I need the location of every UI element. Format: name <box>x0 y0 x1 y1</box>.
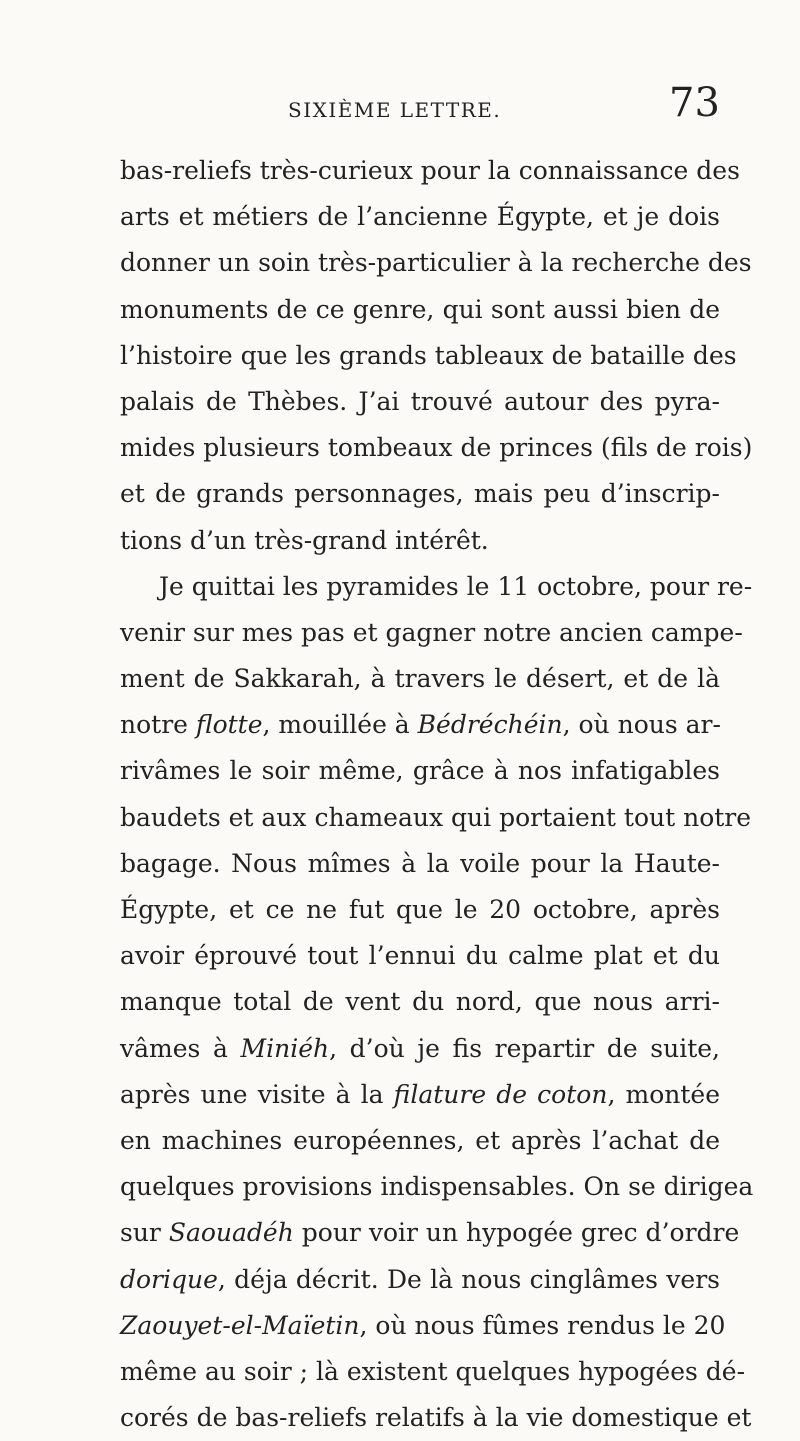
body-text <box>120 148 754 1441</box>
text-line: sur Saouadéh pour voir un hypogée grec d’ordre <box>120 1218 740 1248</box>
text-line: après une visite à la filature de coton, montée <box>120 1079 720 1109</box>
text-line: avoir éprouvé tout l’ennui du calme plat et du <box>120 941 720 971</box>
text-line: venir sur mes pas et gagner notre ancien campe- <box>120 617 743 647</box>
italic-term: dorique <box>120 1264 218 1294</box>
text-line: Je quittai les pyramides le 11 octobre, pour re- <box>159 571 753 601</box>
text-line: manque total de vent du nord, que nous arri- <box>120 987 720 1017</box>
page-header <box>0 80 800 130</box>
text-line: ment de Sakkarah, à travers le désert, et de là <box>120 664 720 694</box>
running-head: SIXIÈME LETTRE. <box>288 98 502 122</box>
text-line: vâmes à Miniéh, d’où je fis repartir de suite, <box>120 1033 720 1063</box>
paragraph-2 <box>120 564 754 1441</box>
italic-term: filature de coton <box>393 1079 608 1109</box>
page-number: 73 <box>669 80 720 126</box>
text-line: rivâmes le soir même, grâce à nos infatigables <box>120 756 720 786</box>
text-line: corés de bas-reliefs relatifs à la vie domestique et <box>120 1403 752 1433</box>
text-line: baudets et aux chameaux qui portaient tout notre <box>120 802 752 832</box>
text-line: monuments de ce genre, qui sont aussi bien de <box>120 294 720 324</box>
text-line: Zaouyet-el-Maïetin, où nous fûmes rendus le 20 <box>120 1310 726 1340</box>
italic-term: Zaouyet-el-Maïetin <box>120 1310 360 1340</box>
paragraph-1 <box>120 148 753 564</box>
text-line: tions d’un très-grand intérêt. <box>120 525 489 555</box>
text-line: en machines européennes, et après l’achat de <box>120 1125 720 1155</box>
text-line: l’histoire que les grands tableaux de bataille des <box>120 340 737 370</box>
italic-term: flotte <box>195 710 263 740</box>
text-line: même au soir ; là existent quelques hypogées dé- <box>120 1356 746 1386</box>
text-line: mides plusieurs tombeaux de princes (fils de rois) <box>120 433 753 463</box>
text-line: notre flotte, mouillée à Bédréchéin, où nous ar- <box>120 710 721 740</box>
text-line: quelques provisions indispensables. On se dirigea <box>120 1172 754 1202</box>
italic-term: Saouadéh <box>168 1218 294 1248</box>
italic-term: Miniéh <box>240 1033 330 1063</box>
text-line: Égypte, et ce ne fut que le 20 octobre, après <box>120 895 720 924</box>
text-line: bas-reliefs très-curieux pour la connaissance des <box>120 156 740 185</box>
italic-term: Bédréchéin <box>417 710 563 740</box>
text-line: dorique, déja décrit. De là nous cinglâmes vers <box>120 1264 720 1294</box>
text-line: palais de Thèbes. J’ai trouvé autour des pyra- <box>120 386 720 416</box>
text-line: bagage. Nous mîmes à la voile pour la Haute- <box>120 848 720 878</box>
text-line: donner un soin très-particulier à la recherche des <box>120 248 752 278</box>
text-line: et de grands personnages, mais peu d’inscrip- <box>120 479 720 509</box>
text-line: arts et métiers de l’ancienne Égypte, et je dois <box>120 202 720 232</box>
